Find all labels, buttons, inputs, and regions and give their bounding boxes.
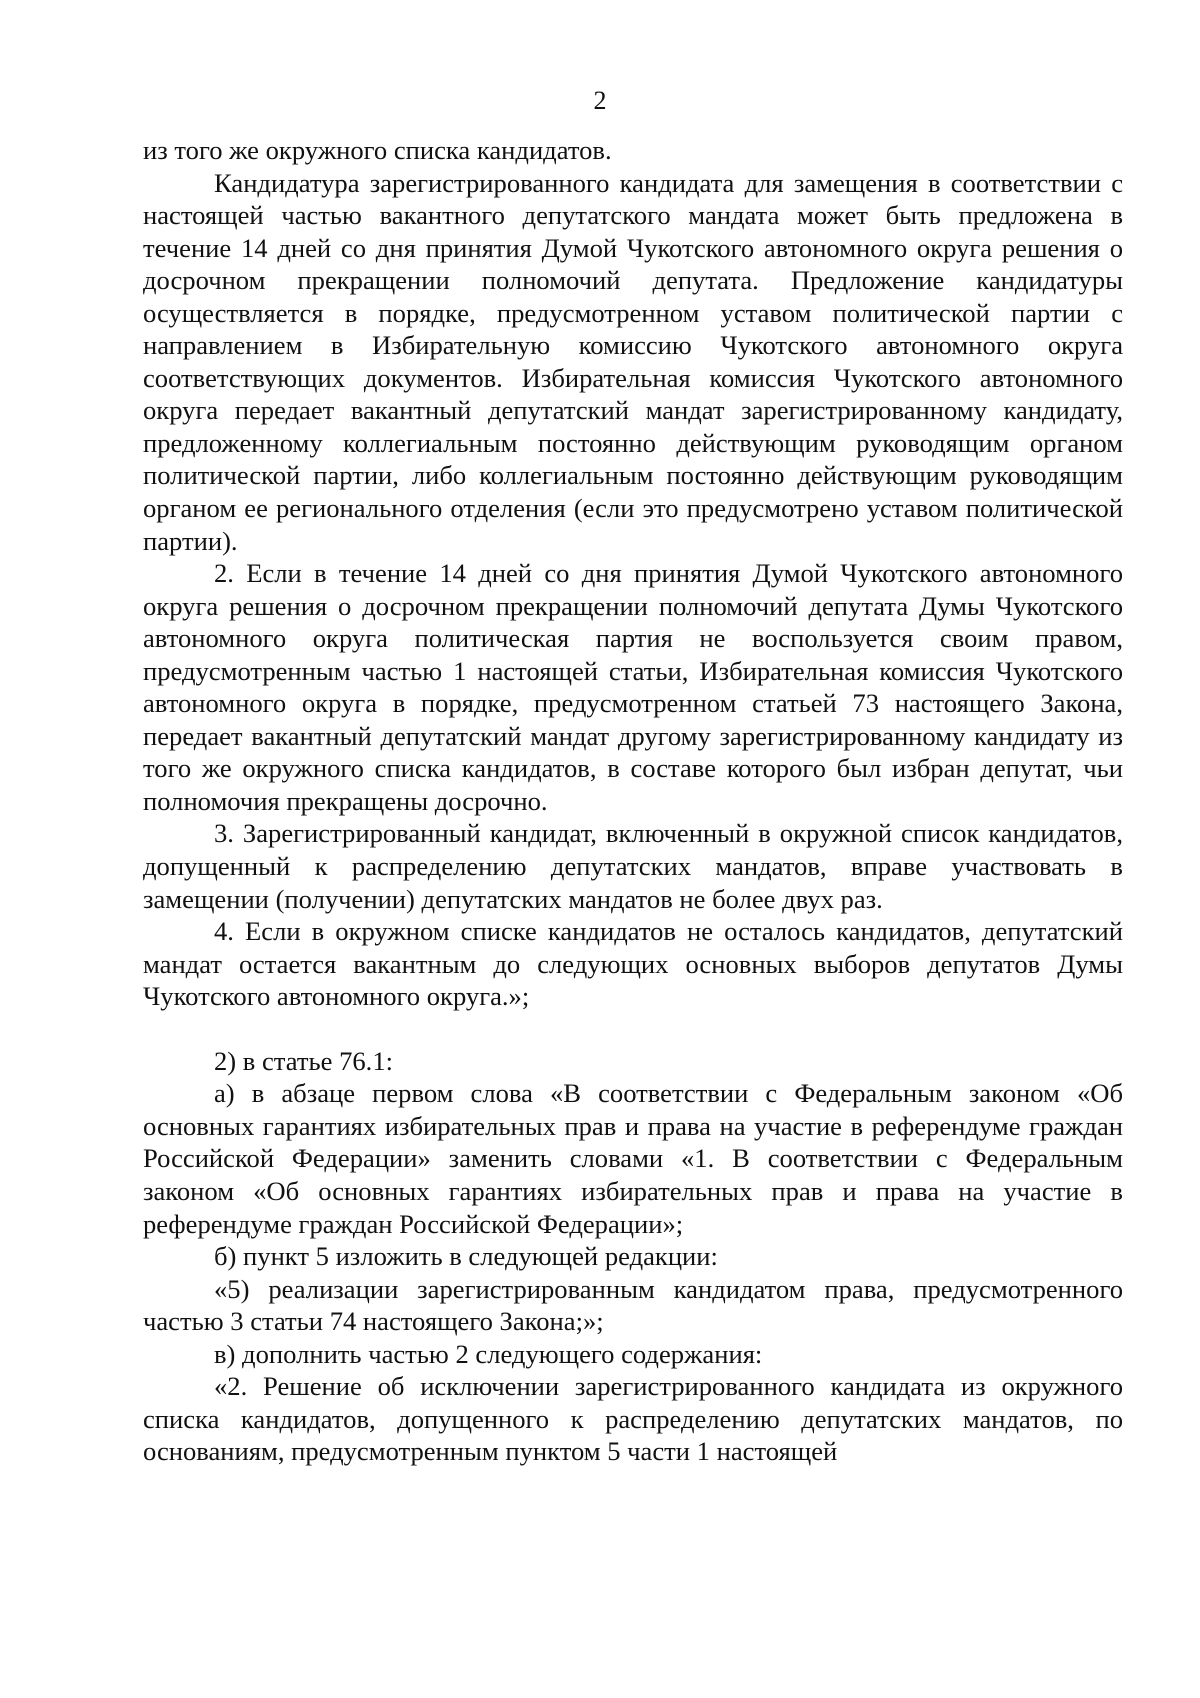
paragraph-part-3: 3. Зарегистрированный кандидат, включенный в окружной список кандидатов, допущенный к распределению депутатских мандатов, вправе участвовать в замещении (получении) депутатских мандатов не более двух раз. <box>143 818 1123 914</box>
paragraph-subitem-b: б) пункт 5 изложить в следующей редакции: <box>214 1241 718 1272</box>
paragraph-new-point-5: «5) реализации зарегистрированным кандидатом права, предусмотренного частью 3 статьи 74 настоящего Закона;»; <box>143 1273 1123 1337</box>
paragraph-new-part-2: «2. Решение об исключении зарегистрированного кандидата из окружного списка кандидатов, допущенного к распределению депутатских мандатов, по основаниям, предусмотренным пунктом 5 части 1 настоящей <box>143 1371 1123 1467</box>
page-number: 2 <box>593 86 607 115</box>
paragraph-subitem-v: в) дополнить частью 2 следующего содержания: <box>214 1338 763 1369</box>
paragraph-part-2: 2. Если в течение 14 дней со дня принятия Думой Чукотского автономного округа решения о досрочном прекращении полномочий депутата Думы Чукотского автономного округа политическая партия не воспользуется своим правом, предусмотренным частью 1 настоящей статьи, Избирательная комиссия Чукотского автономного округа в порядке, предусмотренном статьей 73 настоящего Закона, передает вакантный депутатский мандат другому зарегистрированному кандидату из того же окружного списка кандидатов, в составе которого был избран депутат, чьи полномочия прекращены досрочно. <box>143 558 1123 816</box>
paragraph-candidate-nomination: Кандидатура зарегистрированного кандидата для замещения в соответствии с настоящей частью вакантного депутатского мандата может быть предложена в течение 14 дней со дня принятия Думой Чукотского автономного округа решения о досрочном прекращении полномочий депутата. Предложение кандидатуры осуществляется в порядке, предусмотренном уставом политической партии с направлением в Избирательную комиссию Чукотского автономного округа соответствующих документов. Избирательная комиссия Чукотского автономного округа передает вакантный депутатский мандат зарегистрированному кандидату, предложенному коллегиальным постоянно действующим руководящим органом политической партии, либо коллегиальным постоянно действующим руководящим органом ее регионального отделения (если это предусмотрено уставом политической партии). <box>143 167 1123 556</box>
paragraph-spacer <box>143 1013 1123 1045</box>
paragraph-part-4: 4. Если в окружном списке кандидатов не осталось кандидатов, депутатский мандат остается вакантным до следующих основных выборов депутатов Думы Чукотского автономного округа.»; <box>143 916 1123 1012</box>
paragraph-continuation: из того же окружного списка кандидатов. <box>143 135 612 165</box>
paragraph-amendment-item-2: 2) в статье 76.1: <box>214 1045 394 1076</box>
paragraph-subitem-a: а) в абзаце первом слова «В соответствии с Федеральным законом «Об основных гарантиях избирательных прав и права на участие в референдуме граждан Российской Федерации» заменить словами «1. В соответствии с Федеральным законом «Об основных гарантиях избирательных прав и права на участие в референдуме граждан Российской Федерации»; <box>143 1078 1123 1239</box>
document-body <box>143 134 1123 1468</box>
